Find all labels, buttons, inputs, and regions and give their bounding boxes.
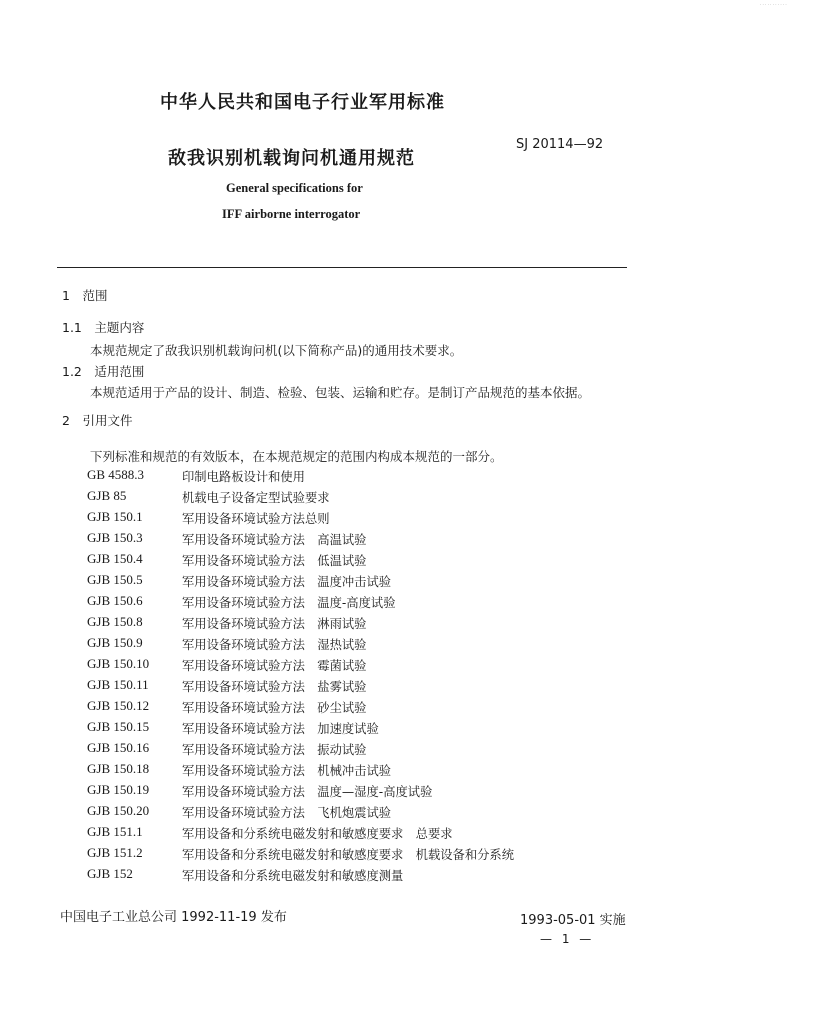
reference-title: 军用设备环境试验方法 盐雾试验 xyxy=(182,680,367,694)
reference-code: GJB 150.3 xyxy=(87,530,143,545)
reference-title: 军用设备环境试验方法 加速度试验 xyxy=(182,722,379,736)
reference-code: GJB 85 xyxy=(87,488,127,503)
reference-code: GJB 150.20 xyxy=(87,803,150,818)
reference-title: 军用设备环境试验方法 淋雨试验 xyxy=(182,617,367,631)
reference-code: GJB 150.5 xyxy=(87,572,143,587)
section-2-heading: 2 引用文件 xyxy=(62,413,133,428)
reference-code: GJB 151.1 xyxy=(87,824,143,839)
organization-header: 中华人民共和国电子行业军用标准 xyxy=(160,92,445,113)
reference-code: GJB 150.9 xyxy=(87,635,143,650)
section-1-2-heading: 1.2 适用范围 xyxy=(62,364,145,379)
reference-title: 军用设备环境试验方法 振动试验 xyxy=(182,743,367,757)
section-1-1-text: 本规范规定了敌我识别机载询问机(以下简称产品)的通用技术要求。 xyxy=(90,343,463,358)
reference-title: 军用设备环境试验方法 砂尘试验 xyxy=(182,701,367,715)
implementation-date: 1993-05-01 实施 xyxy=(520,913,626,928)
reference-title: 军用设备环境试验方法总则 xyxy=(182,512,330,526)
reference-title: 军用设备环境试验方法 温度—湿度-高度试验 xyxy=(182,785,433,799)
reference-code: GJB 150.12 xyxy=(87,698,150,713)
reference-title: 军用设备环境试验方法 飞机炮震试验 xyxy=(182,806,392,820)
reference-code: GJB 150.10 xyxy=(87,656,150,671)
reference-title: 机载电子设备定型试验要求 xyxy=(182,491,330,505)
issue-date: 中国电子工业总公司 1992-11-19 发布 xyxy=(60,910,287,925)
reference-code: GJB 150.11 xyxy=(87,677,149,692)
reference-code: GJB 150.8 xyxy=(87,614,143,629)
reference-code: GJB 150.1 xyxy=(87,509,143,524)
section-1-2-text: 本规范适用于产品的设计、制造、检验、包装、运输和贮存。是制订产品规范的基本依据。 xyxy=(90,385,591,400)
reference-title: 军用设备环境试验方法 低温试验 xyxy=(182,554,367,568)
section-1-1-heading: 1.1 主题内容 xyxy=(62,320,145,335)
section-1-heading: 1 范围 xyxy=(62,288,108,303)
page-number: — 1 — xyxy=(540,932,595,946)
reference-code: GJB 150.6 xyxy=(87,593,143,608)
reference-title: 军用设备和分系统电磁发射和敏感度要求 机载设备和分系统 xyxy=(182,848,515,862)
corner-mark: · · · · · · · · · · · xyxy=(760,2,787,7)
reference-code: GJB 151.2 xyxy=(87,845,143,860)
section-2-intro: 下列标准和规范的有效版本，在本规范规定的范围内构成本规范的一部分。 xyxy=(90,449,503,464)
reference-code: GJB 152 xyxy=(87,866,133,881)
standard-number: SJ 20114—92 xyxy=(516,137,604,152)
reference-title: 军用设备和分系统电磁发射和敏感度测量 xyxy=(182,869,404,883)
reference-title: 军用设备环境试验方法 机械冲击试验 xyxy=(182,764,392,778)
reference-code: GJB 150.19 xyxy=(87,782,150,797)
reference-title: 军用设备环境试验方法 温度-高度试验 xyxy=(182,596,396,610)
english-title-line2: IFF airborne interrogator xyxy=(222,207,361,221)
reference-code: GJB 150.4 xyxy=(87,551,143,566)
reference-code: GB 4588.3 xyxy=(87,467,145,482)
reference-code: GJB 150.16 xyxy=(87,740,150,755)
header-rule xyxy=(57,267,627,268)
reference-title: 印制电路板设计和使用 xyxy=(182,470,305,484)
reference-title: 军用设备环境试验方法 湿热试验 xyxy=(182,638,367,652)
reference-title: 军用设备环境试验方法 温度冲击试验 xyxy=(182,575,392,589)
reference-title: 军用设备和分系统电磁发射和敏感度要求 总要求 xyxy=(182,827,453,841)
english-title-line1: General specifications for xyxy=(226,181,363,195)
reference-title: 军用设备环境试验方法 霉菌试验 xyxy=(182,659,367,673)
reference-title: 军用设备环境试验方法 高温试验 xyxy=(182,533,367,547)
reference-code: GJB 150.15 xyxy=(87,719,150,734)
reference-code: GJB 150.18 xyxy=(87,761,150,776)
document-title: 敌我识别机载询问机通用规范 xyxy=(168,148,415,169)
